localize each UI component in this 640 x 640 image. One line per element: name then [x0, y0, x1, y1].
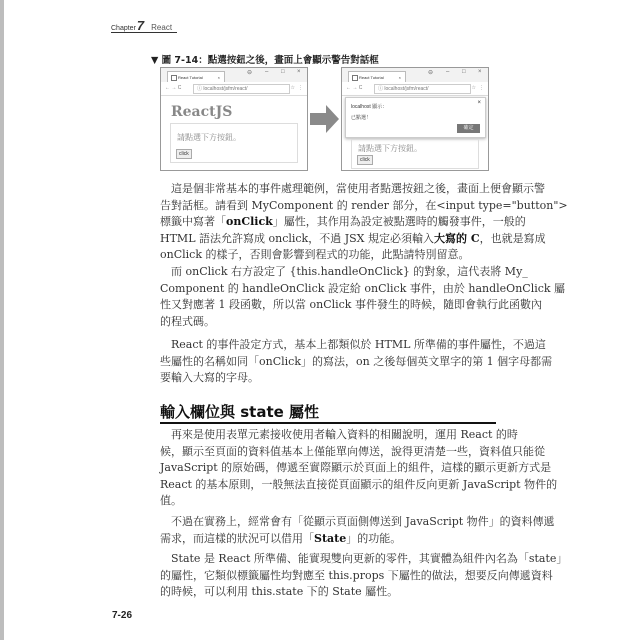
page-number: 7-26	[112, 610, 133, 621]
click-button: click	[357, 155, 373, 165]
paragraph-line	[160, 515, 555, 529]
text-run: JavaScript 的原始碼，傳遞至實際顯示於頁面上的組件，這樣的顯示更新方式是	[160, 461, 552, 475]
paragraph-line	[160, 215, 526, 229]
text-run: 些屬性的名稱如同「onClick」的寫法，on 之後每個英文單字的第 1 個字母都需	[160, 354, 553, 368]
chapter-number: 7	[136, 18, 145, 33]
star-icon: ☆	[471, 85, 476, 91]
account-icon: ⊖	[247, 70, 253, 76]
paragraph-line	[160, 552, 568, 566]
bold-text: State	[314, 531, 347, 545]
paragraph-line	[160, 248, 495, 262]
bold-text: onClick	[226, 215, 273, 229]
tab-close-icon: ×	[398, 75, 401, 80]
heading-rule	[160, 422, 496, 424]
url-field: ⓘ localhost/jsfm/react/	[193, 84, 290, 94]
browser-tab	[167, 71, 225, 82]
text-run: 標籤中寫著「	[160, 215, 226, 229]
address-bar	[161, 82, 307, 96]
figure-caption: ▼ 圖 7-14：點選按鈕之後，畫面上會顯示警告對話框	[151, 55, 379, 66]
section-heading: 輸入欄位與 state 屬性	[160, 403, 320, 421]
paragraph-line	[160, 354, 553, 369]
text-run: 」的功能。	[346, 531, 402, 545]
menu-icon: ⋮	[298, 85, 303, 91]
dialog-title: localhost 顯示：	[351, 104, 388, 110]
text-run: HTML 語法允許寫成 onclick，不過 JSX 規定必須輸入	[160, 231, 434, 245]
minimize-icon: –	[446, 69, 450, 75]
text-run: 要輸入大寫的字母。	[160, 371, 259, 385]
content-box	[170, 123, 298, 163]
text-run: 的時候，可以利用 this.state 下的 State 屬性。	[160, 585, 399, 599]
tab-bar	[161, 68, 307, 82]
alert-dialog	[345, 97, 486, 138]
menu-icon: ⋮	[479, 85, 484, 91]
browser-tab	[348, 71, 406, 82]
paragraph-line	[160, 298, 542, 312]
text-run: 告對話框。請看到 MyComponent 的 render 部分，在<input type="button">	[160, 198, 568, 212]
chapter-label: Chapter	[111, 25, 136, 32]
url-field: ⓘ localhost/jsfm/react/	[374, 84, 471, 94]
text-run: React 的基本原則，一般無法直接從頁面顯示的組件反向更新 JavaScript 物件的	[160, 477, 558, 491]
nav-icons: ← → C	[165, 85, 182, 91]
tab-title: React Tutorial	[178, 75, 203, 80]
click-button: click	[176, 149, 192, 159]
paragraph-line	[160, 231, 546, 246]
paragraph-line	[160, 338, 546, 352]
paragraph-line	[160, 182, 545, 196]
text-run: React 的事件設定方式，基本上都類似於 HTML 所準備的事件屬性，不過這	[160, 338, 546, 351]
paragraph-line	[160, 281, 566, 296]
paragraph-line	[160, 532, 495, 546]
text-run: 再來是使用表單元素接收使用者輸入資料的相關說明，運用 React 的時	[160, 428, 518, 441]
prompt-text: 請點選下方按鈕。	[177, 133, 241, 142]
text-run: 這是個非常基本的事件處理範例，當使用者點選按鈕之後，畫面上便會顯示警	[160, 182, 545, 195]
paragraph-line	[160, 428, 518, 442]
browser-screenshot-before	[160, 67, 308, 171]
text-run: Component 的 handleOnClick 設定給 onClick 事件，由於 handleOnClick 屬	[160, 281, 566, 295]
text-run: 需求，而這樣的狀況可以借用「	[160, 531, 314, 545]
content-box	[351, 139, 479, 169]
paragraph-line	[160, 568, 553, 583]
text-run: 」屬性，其作用為設定被點選時的觸發事件，一般的	[272, 215, 526, 229]
prompt-text: 請點選下方按鈕。	[358, 144, 422, 153]
dialog-close-icon: ×	[477, 100, 481, 106]
text-run: 的屬性，它類似標籤屬性均對應至 this.props 下屬性的做法，想要反向傳遞資料	[160, 568, 553, 582]
tab-title: React Tutorial	[359, 75, 384, 80]
text-run: 不過在實務上，經常會有「從顯示頁面側傳送到 JavaScript 物件」的資料傳遞	[160, 515, 555, 528]
text-run: 而 onClick 右方設定了 {this.handleOnClick} 的對象，這代表將 My_	[160, 265, 528, 278]
paragraph-line	[160, 444, 545, 459]
paragraph-line	[160, 198, 568, 213]
dialog-message: 已點選！	[351, 115, 372, 121]
text-run: 候，顯示至頁面的資料值基本上僅能單向傳送，說得更清楚一些，資料值只能從	[160, 444, 545, 458]
page-edge	[0, 0, 4, 640]
text-run: 性又對應著 1 段函數，所以當 onClick 事件發生的時候，隨即會執行此函數內	[160, 298, 542, 312]
tab-close-icon: ×	[217, 75, 220, 80]
running-header	[111, 18, 177, 33]
star-icon: ☆	[290, 85, 295, 91]
page-heading: ReactJS	[171, 104, 233, 120]
tab-bar	[342, 68, 488, 82]
text-run: State 是 React 所準備、能實現雙向更新的零件，其實體為組件內名為「state」	[160, 552, 568, 565]
paragraph-line	[160, 371, 495, 385]
paragraph-line	[160, 265, 528, 279]
text-run: ，也就是寫成	[479, 231, 546, 245]
text-run: 的程式碼。	[160, 314, 215, 328]
text-run: onClick 的樣子，否則會影響到程式的功能，此點請特別留意。	[160, 248, 470, 262]
browser-screenshot-after	[341, 67, 489, 171]
paragraph-line	[160, 461, 552, 475]
chapter-title: React	[151, 23, 173, 32]
bold-text: 大寫的 C	[434, 231, 480, 245]
arrow-right-icon	[310, 104, 340, 134]
paragraph-line	[160, 585, 495, 599]
maximize-icon: □	[281, 69, 285, 75]
close-icon: ×	[297, 69, 301, 75]
paragraph-line	[160, 477, 558, 492]
account-icon: ⊖	[428, 70, 434, 76]
paragraph-line	[160, 315, 495, 329]
minimize-icon: –	[265, 69, 269, 75]
maximize-icon: □	[462, 69, 466, 75]
address-bar	[342, 82, 488, 96]
paragraph-line	[160, 494, 495, 508]
text-run: 值。	[160, 494, 182, 508]
close-icon: ×	[478, 69, 482, 75]
nav-icons: ← → C	[346, 85, 363, 91]
dialog-ok-button: 確定	[457, 124, 480, 133]
